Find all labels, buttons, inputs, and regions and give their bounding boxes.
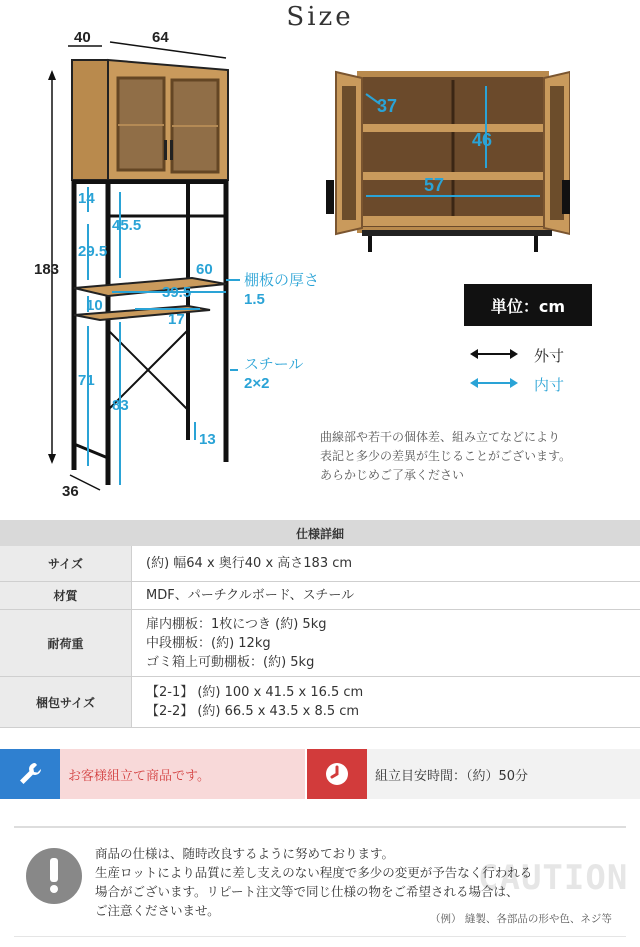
spec-value: 【2-2】 (約) 66.5 x 43.5 x 8.5 cm [146, 704, 360, 719]
caution-line: ご注意くださいませ。 [95, 903, 220, 918]
page-title: Size [286, 2, 354, 32]
exclamation-icon [26, 848, 82, 904]
size-note [320, 428, 620, 485]
spec-label: 耐荷重 [0, 610, 132, 676]
steel-value: 2×2 [244, 375, 270, 392]
spec-header: 仕様詳細 [0, 520, 640, 546]
dim-foot: 13 [199, 431, 216, 448]
spec-value: MDF、パーチクルボード、スチール [146, 588, 355, 603]
dim-height-total: 183 [34, 261, 60, 278]
spec-value: ゴミ箱上可動棚板：(約) 5kg [146, 654, 315, 670]
spec-value: 扉内棚板：1枚につき (約) 5kg [146, 616, 327, 632]
dim-lower-height: 71 [78, 372, 95, 389]
thickness-label: 棚板の厚さ [244, 272, 320, 289]
spec-label: 材質 [0, 582, 132, 609]
dim-shelf-height: 10 [86, 297, 103, 314]
spec-row-material [0, 582, 640, 610]
steel-label: スチール [244, 356, 304, 373]
caution-text [95, 844, 565, 920]
outer-arrow-icon [470, 349, 518, 359]
dim-inner-lower: 83 [112, 397, 129, 414]
assembly-text: お客様組立て商品です。 [68, 768, 210, 784]
spec-value: (約) 幅64 x 奥行40 x 高さ183 cm [146, 556, 353, 571]
dim-cab-width: 57 [424, 175, 445, 195]
caution-watermark: CAUTION [478, 858, 629, 898]
spec-row-package [0, 677, 640, 728]
caution-line: 生産ロットにより品質に差し支えのない程度で多少の変更が予告なく行われる [95, 865, 533, 880]
assembly-notice [0, 749, 305, 799]
spec-value: 中段棚板：(約) 12kg [146, 635, 271, 651]
legend-inner-label: 内寸 [534, 376, 565, 394]
dim-shelf-depth: 17 [168, 311, 185, 328]
spec-label: 梱包サイズ [0, 677, 132, 727]
dim-cab-depth: 37 [377, 96, 398, 116]
note-line: 表記と多少の差異が生じることがございます。 [320, 449, 572, 463]
spec-row-load [0, 610, 640, 677]
caution-example: （例） 縫製、各部品の形や色、ネジ等 [430, 913, 612, 925]
assembly-time [307, 749, 640, 799]
legend-outer-label: 外寸 [534, 347, 565, 365]
unit-badge: 単位：cm [464, 284, 592, 326]
inner-arrow-icon [470, 378, 518, 388]
dim-shelf-width-outer: 60 [196, 261, 213, 278]
spec-label: サイズ [0, 546, 132, 581]
dim-width-top: 64 [152, 29, 169, 46]
dim-depth-top: 40 [74, 29, 91, 46]
note-line: 曲線部や若干の個体差、組み立てなどにより [320, 430, 561, 444]
assembly-time-text: 組立目安時間：（約）50分 [375, 768, 529, 784]
note-line: あらかじめご了承ください [320, 468, 465, 482]
dim-upper-gap: 14 [78, 190, 95, 207]
dim-shelf-width-inner: 39.5 [162, 284, 192, 301]
spec-row-size [0, 546, 640, 582]
dim-depth-bottom: 36 [62, 483, 79, 500]
caution-line: 商品の仕様は、随時改良するように努めております。 [95, 846, 395, 861]
caution-line: 場合がございます。リピート注文等で同じ仕様の物をご希望される場合は、 [95, 884, 519, 899]
thickness-value: 1.5 [244, 291, 265, 308]
cabinet-interior-illustration [326, 68, 570, 252]
clock-icon [307, 749, 367, 799]
wrench-icon [0, 749, 60, 799]
dim-inner-height: 45.5 [112, 217, 142, 234]
legend-arrows [468, 345, 520, 389]
dim-shelf-gap: 29.5 [78, 243, 108, 260]
dim-cab-height: 46 [472, 130, 493, 150]
spec-value: 【2-1】 (約) 100 x 41.5 x 16.5 cm [146, 685, 364, 700]
